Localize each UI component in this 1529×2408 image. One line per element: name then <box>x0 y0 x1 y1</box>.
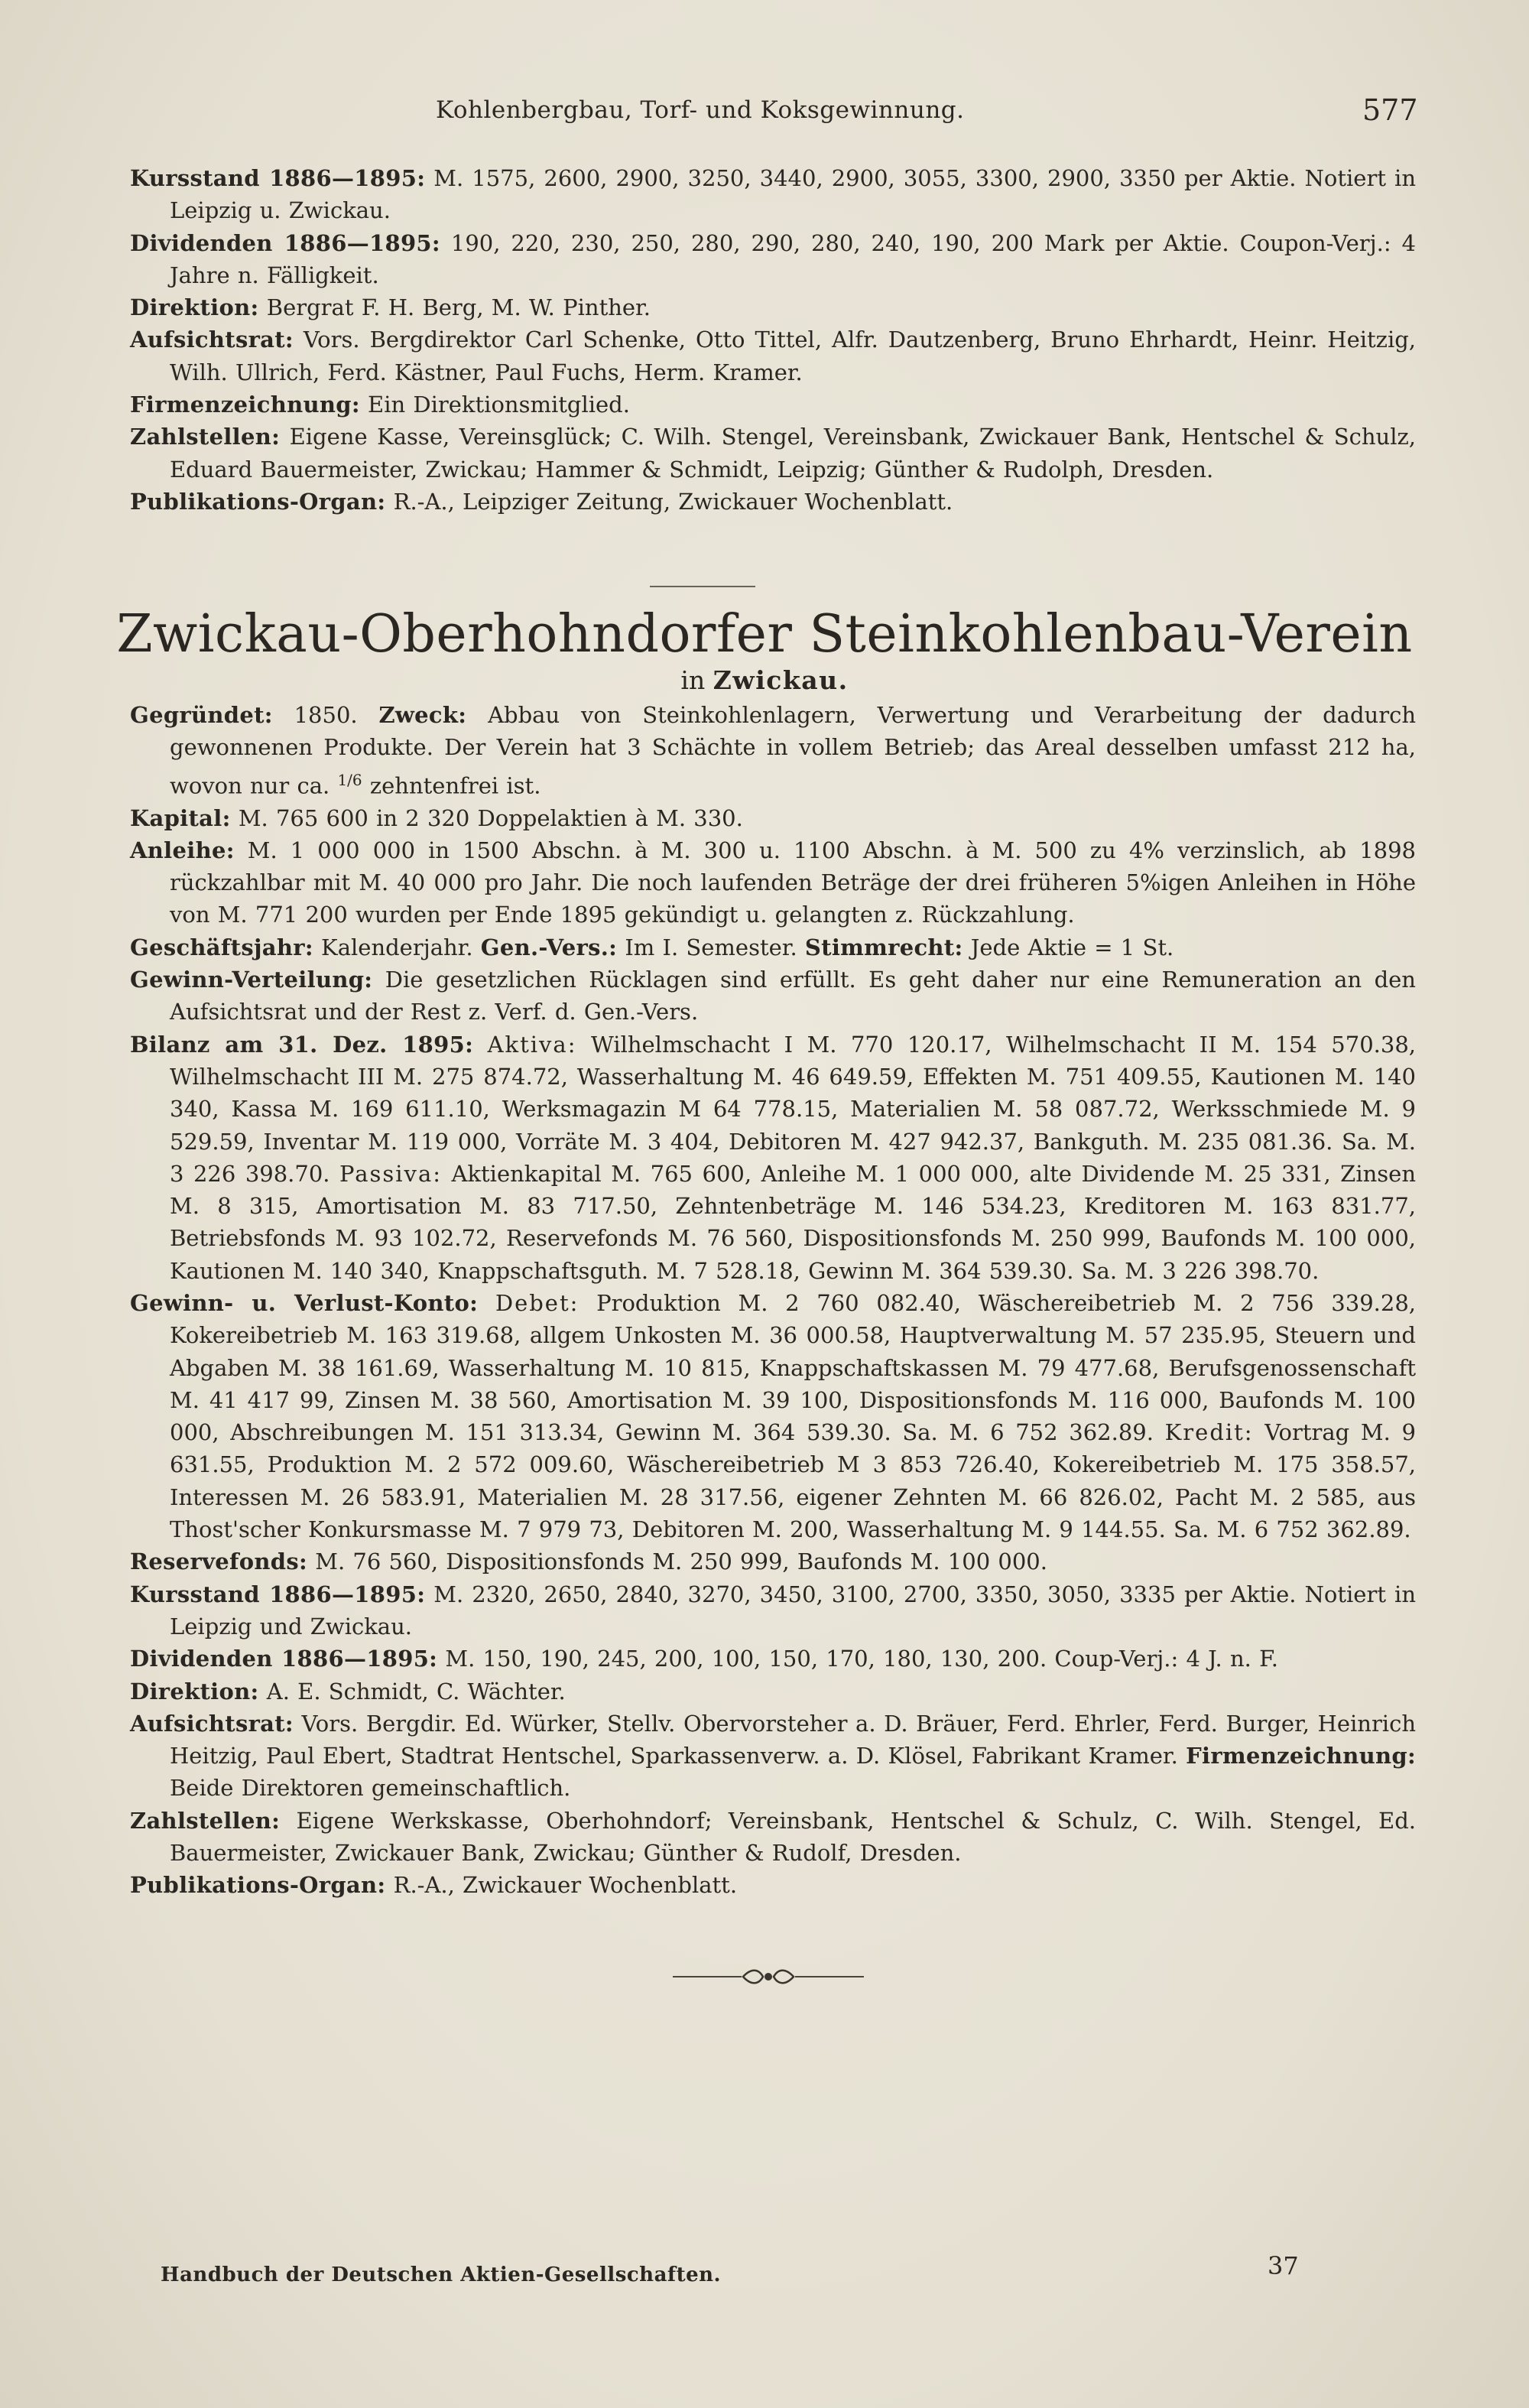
field-key: Direktion: <box>130 294 259 321</box>
field-key: Zahlstellen: <box>130 1807 281 1834</box>
running-title: Kohlenbergbau, Torf- und Koksgewinnung. <box>436 96 965 124</box>
location-prefix: in <box>680 665 706 695</box>
entry-field-zahlstellen <box>130 421 1416 486</box>
entry-field-kursstand <box>130 162 1416 227</box>
entry-field-kapital <box>130 802 1416 834</box>
passiva-label: Passiva: <box>339 1160 442 1187</box>
running-header <box>0 90 1529 136</box>
entry-field-publikationsorgan <box>130 1869 1416 1901</box>
aktiva-label: Aktiva: <box>487 1031 577 1058</box>
entry-field-publikationsorgan <box>130 486 1416 518</box>
field-key: Gewinn- u. Verlust-Konto: <box>130 1290 479 1316</box>
field-key: Kursstand 1886—1895: <box>130 1581 426 1607</box>
entry-field-kursstand <box>130 1578 1416 1643</box>
field-key: Publikations-Organ: <box>130 1872 386 1899</box>
field-key: Publikations-Organ: <box>130 488 386 515</box>
field-text: M. 150, 190, 245, 200, 100, 150, 170, 180, 130, 200. Coup-Verj.: 4 J. n. F. <box>437 1646 1278 1672</box>
company-entry <box>0 699 1529 1902</box>
field-key: Zahlstellen: <box>130 424 281 450</box>
field-text: M. 765 600 in 2 320 Doppelaktien à M. 330. <box>230 804 743 831</box>
field-key: Zweck: <box>378 702 467 728</box>
field-text: M. 1575, 2600, 2900, 3250, 3440, 2900, 3055, 3300, 2900, 3350 per Aktie. Notiert in Leipzig u. Zwickau. <box>170 165 1416 224</box>
field-text: Eigene Werkskasse, Oberhohndorf; Vereinsbank, Hentschel & Schulz, C. Wilh. Stengel, Ed. Bauermeister, Zwickauer Bank, Zwickau; Günther & Rudolf, Dresden. <box>170 1807 1416 1867</box>
entry-field-dividenden <box>130 1643 1416 1675</box>
footer-signature: 37 <box>1268 2251 1299 2280</box>
field-text: M. 1 000 000 in 1500 Abschn. à M. 300 u. 1100 Abschn. à M. 500 zu 4% verzinslich, ab 1898 rückzahlbar mit M. 40 000 pro Jahr. Die noch laufenden Beträge der drei früheren 5%igen Anleihen in Höhe von M. 771 200 wurden per Ende 1895 gekündigt u. gelangten z. Rückzahlung. <box>170 837 1416 928</box>
field-key: Gegründet: <box>130 702 273 728</box>
field-key: Gen.-Vers.: <box>480 934 618 960</box>
previous-company-entry <box>0 162 1529 518</box>
field-text: Kalenderjahr. <box>313 934 481 960</box>
field-text: Jede Aktie = 1 St. <box>963 934 1174 960</box>
field-text: R.-A., Leipziger Zeitung, Zwickauer Wochenblatt. <box>385 488 953 515</box>
entry-field-gegruendet <box>130 699 1416 802</box>
entry-field-gewinn-verlust <box>130 1287 1416 1545</box>
company-title: Zwickau-Oberhohndorfer Steinkohlenbau-Verein <box>116 604 1413 665</box>
field-key: Dividenden 1886—1895: <box>130 229 440 256</box>
field-key: Geschäftsjahr: <box>130 934 313 960</box>
entry-field-direktion <box>130 1675 1416 1708</box>
field-key: Reservefonds: <box>130 1548 308 1575</box>
field-text: Abbau von Steinkohlenlagern, Verwertung und Verarbeitung der dadurch gewonnenen Produkte. Der Verein hat 3 Schächte in vollem Betrieb; das Areal desselben umfasst 212 ha, wovon nur ca. <box>170 702 1416 799</box>
field-key: Aufsichtsrat: <box>130 1710 294 1737</box>
entry-field-aufsichtsrat <box>130 1708 1416 1805</box>
entry-field-aufsichtsrat <box>130 323 1416 388</box>
field-key: Firmenzeichnung: <box>130 392 360 418</box>
footer-publication: Handbuch der Deutschen Aktien-Gesellschaften. <box>161 2263 722 2286</box>
field-text: Produktion M. 2 760 082.40, Wäschereibetrieb M. 2 756 339.28, Kokereibetrieb M. 163 319.68, allgem Unkosten M. 36 000.58, Hauptverwaltung M. 57 235.95, Steuern und Abgaben M. 38 161.69, Wasserhaltung M. 10 815, Knappschaftskassen M. 79 477.68, Berufsgenossenschaft M. 41 417 99, Zinsen M. 38 560, Amortisation M. 39 100, Dispositionsfonds M. 116 000, Baufonds M. 100 000, Abschreibungen M. 151 313.34, Gewinn M. 364 539.30. Sa. M. 6 752 362.89. <box>170 1290 1416 1446</box>
field-text: R.-A., Zwickauer Wochenblatt. <box>385 1872 738 1899</box>
ornament-divider <box>673 1965 864 1988</box>
field-key: Kapital: <box>130 804 231 831</box>
field-text: Beide Direktoren gemeinschaftlich. <box>170 1775 571 1802</box>
field-key: Kursstand 1886—1895: <box>130 165 426 191</box>
field-text: A. E. Schmidt, C. Wächter. <box>258 1678 566 1704</box>
field-key: Aufsichtsrat: <box>130 327 294 353</box>
field-text: Eigene Kasse, Vereinsglück; C. Wilh. Stengel, Vereinsbank, Zwickauer Bank, Hentschel & Schulz, Eduard Bauermeister, Zwickau; Hammer & Schmidt, Leipzig; Günther & Rudolph, Dresden. <box>170 424 1416 483</box>
field-key: Firmenzeichnung: <box>1186 1743 1416 1769</box>
field-key: Gewinn-Verteilung: <box>130 967 373 993</box>
field-text: Bergrat F. H. Berg, M. W. Pinther. <box>258 294 651 321</box>
field-key: Dividenden 1886—1895: <box>130 1646 438 1672</box>
location-city: Zwickau. <box>713 665 849 695</box>
entry-field-dividenden <box>130 227 1416 292</box>
field-text: Vors. Bergdir. Ed. Würker, Stellv. Obervorsteher a. D. Bräuer, Ferd. Ehrler, Ferd. Burger, Heinrich Heitzig, Paul Ebert, Stadtrat Hentschel, Sparkassenverw. a. D. Klösel, Fabrikant Kramer. <box>170 1710 1416 1769</box>
entry-field-direktion <box>130 291 1416 323</box>
field-text: 190, 220, 230, 250, 280, 290, 280, 240, 190, 200 Mark per Aktie. Coupon-Verj.: 4 Jahre n. Fälligkeit. <box>170 229 1416 288</box>
field-text: M. 2320, 2650, 2840, 3270, 3450, 3100, 2700, 3350, 3050, 3335 per Aktie. Notiert in Leipzig und Zwickau. <box>170 1581 1416 1639</box>
field-text: Vortrag M. 9 631.55, Produktion M. 2 572 009.60, Wäschereibetrieb M 3 853 726.40, Kokereibetrieb M. 175 358.57, Interessen M. 26 583.91, Materialien M. 28 317.56, eigener Zehnten M. 66 826.02, Pacht M. 2 585, aus Thost'scher Konkursmasse M. 7 979 73, Debitoren M. 200, Wasserhaltung M. 9 144.55. Sa. M. 6 752 362.89. <box>170 1419 1416 1543</box>
field-text: Vors. Bergdirektor Carl Schenke, Otto Tittel, Alfr. Dautzenberg, Bruno Ehrhardt, Heinr. Heitzig, Wilh. Ullrich, Ferd. Kästner, Paul Fuchs, Herm. Kramer. <box>170 327 1416 385</box>
field-text: zehntenfrei ist. <box>362 772 541 799</box>
debet-label: Debet: <box>495 1290 579 1316</box>
entry-field-bilanz <box>130 1029 1416 1287</box>
entry-field-zahlstellen <box>130 1805 1416 1870</box>
field-text: Im I. Semester. <box>617 934 805 960</box>
field-text: Ein Direktionsmitglied. <box>359 392 630 418</box>
entry-field-gewinnverteilung <box>130 964 1416 1029</box>
field-text: 1850. <box>272 702 379 728</box>
fraction: 1/6 <box>337 770 362 789</box>
field-key: Stimmrecht: <box>804 934 963 960</box>
entry-field-geschaeftsjahr <box>130 931 1416 964</box>
field-text: Die gesetzlichen Rücklagen sind erfüllt. Es geht daher nur eine Remuneration an den Aufsichtsrat und der Rest z. Verf. d. Gen.-Vers. <box>170 967 1416 1025</box>
field-key: Anleihe: <box>130 837 235 863</box>
section-divider <box>650 586 755 587</box>
field-key: Direktion: <box>130 1678 259 1704</box>
page-number: 577 <box>1362 93 1418 127</box>
field-key: Bilanz am 31. Dez. 1895: <box>130 1031 474 1058</box>
field-text: M. 76 560, Dispositionsfonds M. 250 999, Baufonds M. 100 000. <box>307 1548 1047 1575</box>
entry-field-anleihe <box>130 834 1416 931</box>
entry-field-reservefonds <box>130 1545 1416 1578</box>
kredit-label: Kredit: <box>1164 1419 1254 1446</box>
company-location <box>0 665 1529 696</box>
entry-field-firmenzeichnung <box>130 388 1416 421</box>
field-text: Aktienkapital M. 765 600, Anleihe M. 1 000 000, alte Dividende M. 25 331, Zinsen M. 8 315, Amortisation M. 83 717.50, Zehntenbeträge M. 146 534.23, Kreditoren M. 163 831.77, Betriebsfonds M. 93 102.72, Reservefonds M. 76 560, Dispositionsfonds M. 250 999, Baufonds M. 100 000, Kautionen M. 140 340, Knappschaftsguth. M. 7 528.18, Gewinn M. 364 539.30. Sa. M. 3 226 398.70. <box>170 1160 1416 1284</box>
field-text: Wilhelmschacht I M. 770 120.17, Wilhelmschacht II M. 154 570.38, Wilhelmschacht III M. 275 874.72, Wasserhaltung M. 46 649.59, Effekten M. 751 409.55, Kautionen M. 140 340, Kassa M. 169 611.10, Werksmagazin M 64 778.15, Materialien M. 58 087.72, Werksschmiede M. 9 529.59, Inventar M. 119 000, Vorräte M. 3 404, Debitoren M. 427 942.37, Bankguth. M. 235 081.36. Sa. M. 3 226 398.70. <box>170 1031 1416 1187</box>
